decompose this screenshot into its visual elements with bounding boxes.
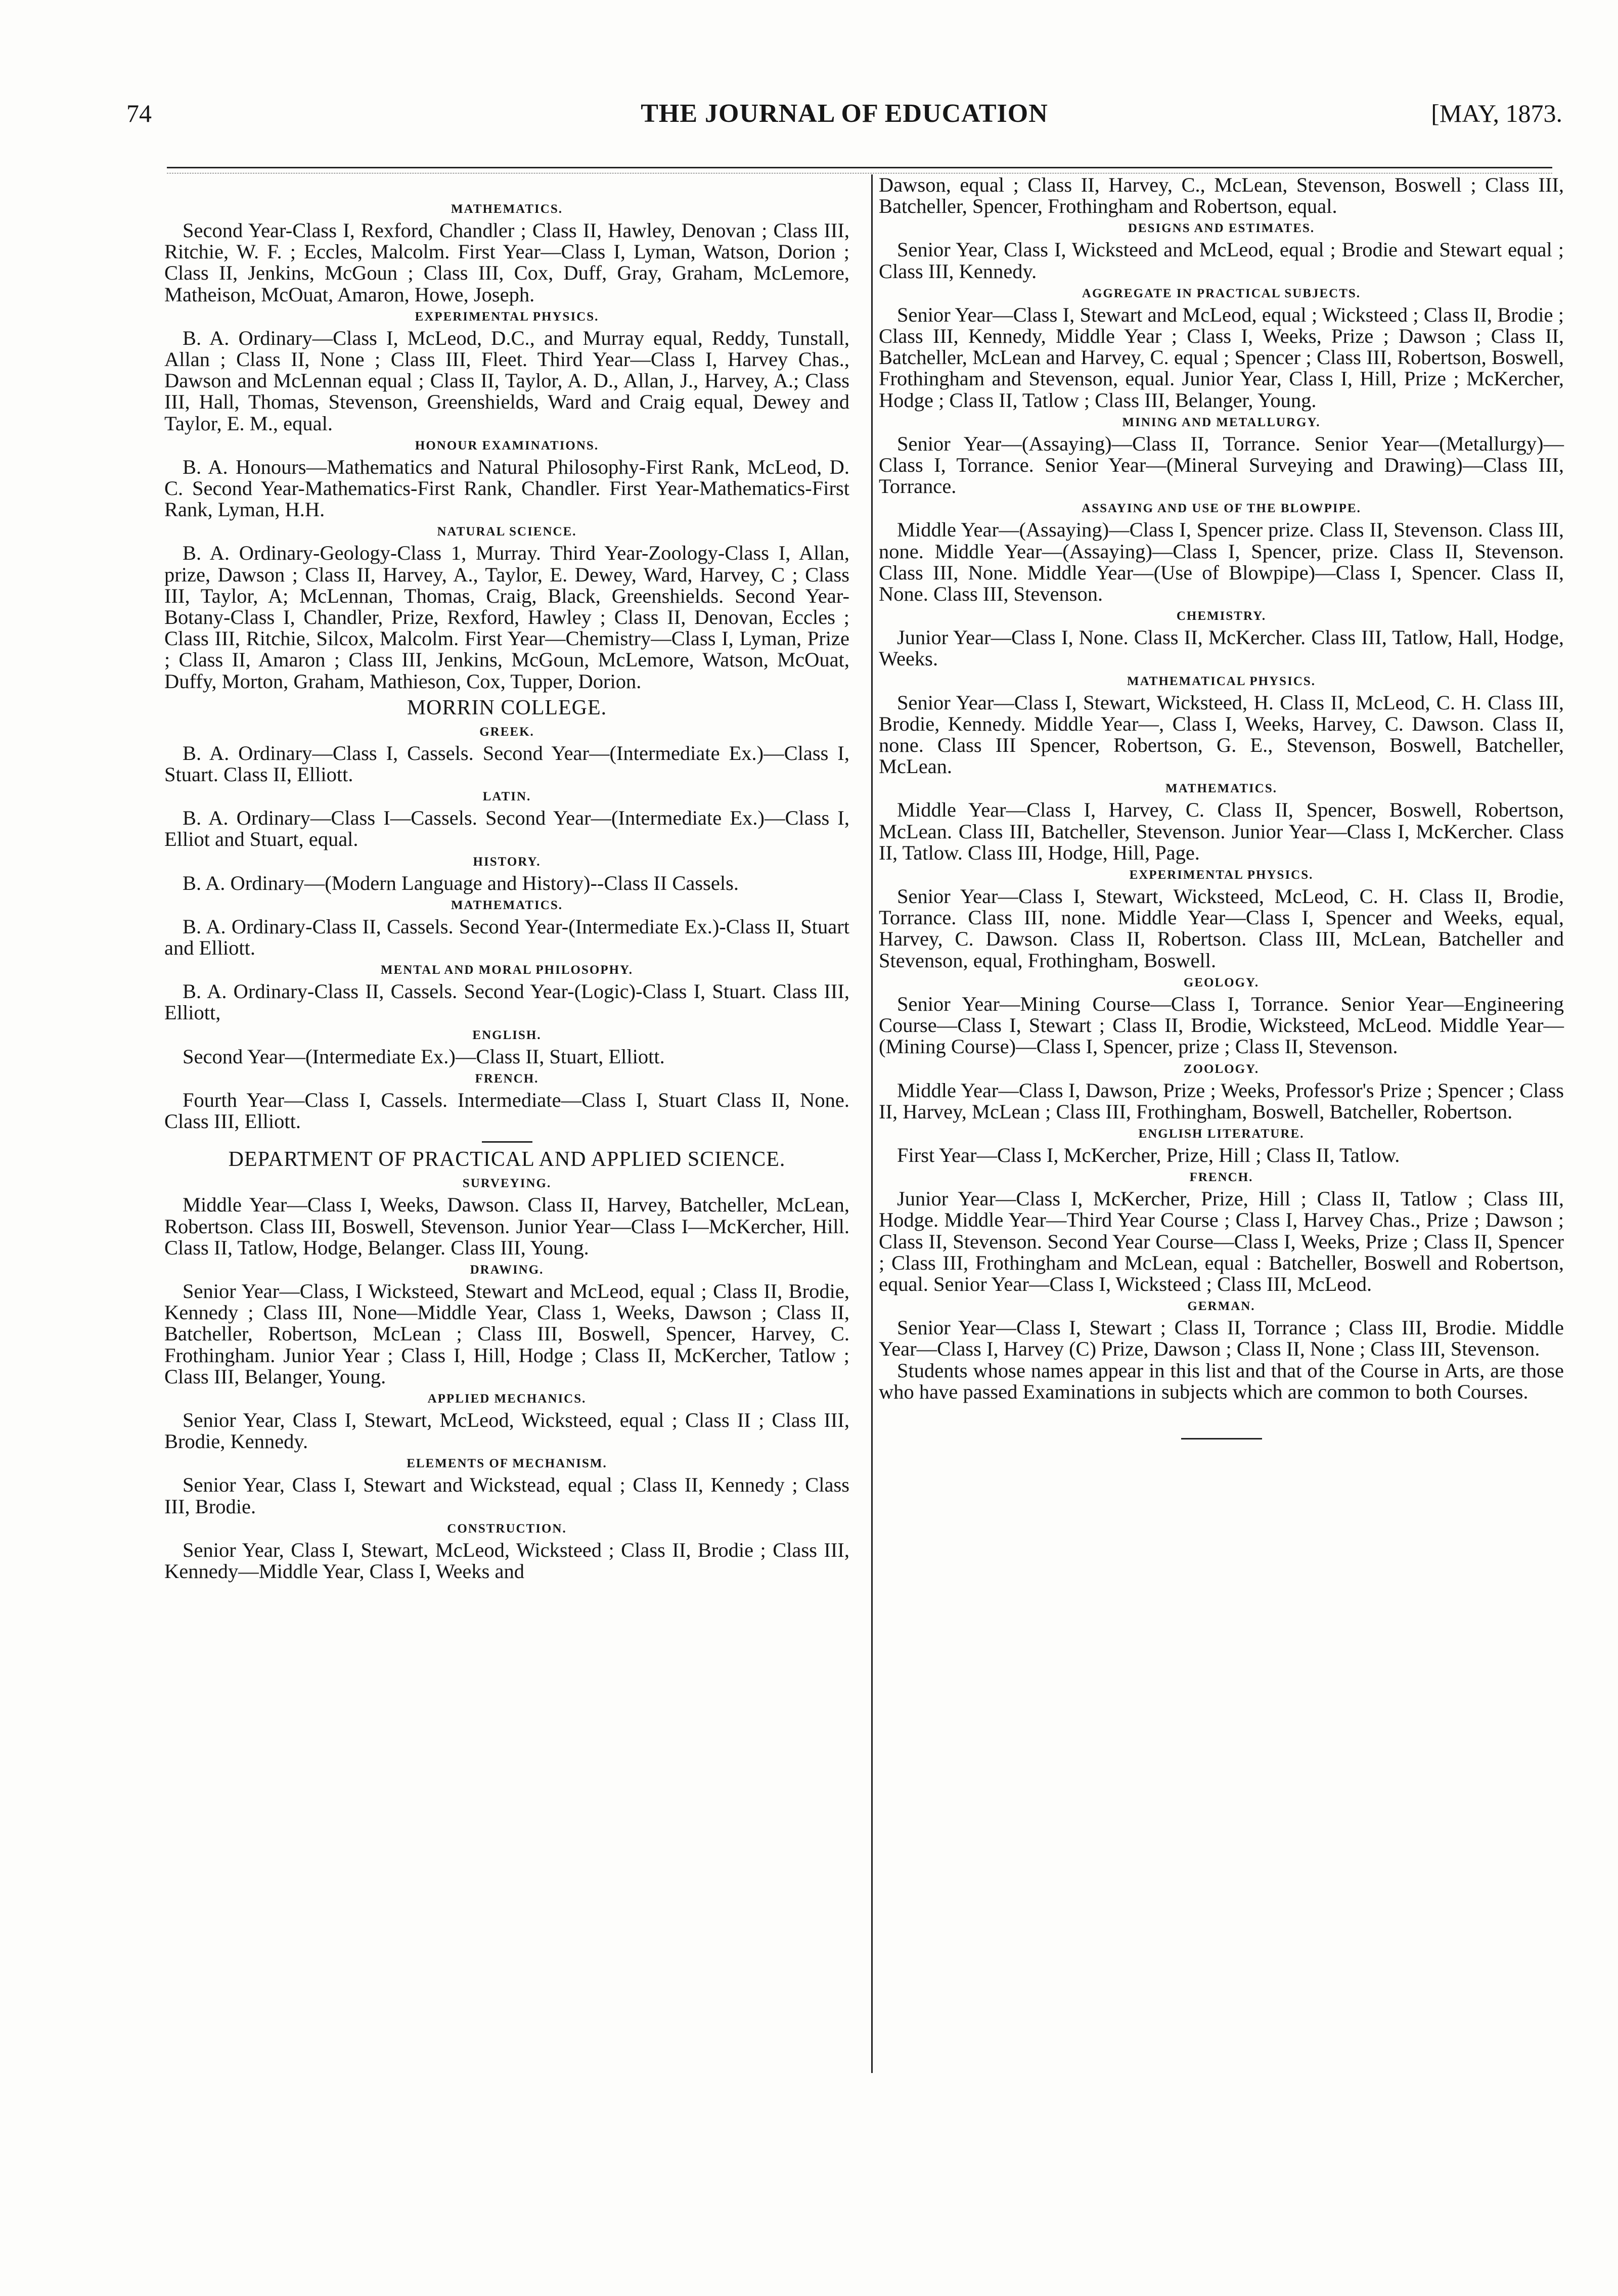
class-list-text: Junior Year—Class I, McKercher, Prize, Hill ; Class II, Tatlow ; Class III, Hodge. Middle Year—Third Year Course ; Class I, Harvey Chas., Prize ; Dawson ; Class II, Stevenson. Second Year Course—Class I, Weeks, Prize ; Class II, Spencer ; Class III, Frothingham and McLean, equal : Batcheller, Boswell and Robertson, equal. Senior Year—Class I, Wicksteed ; Class III, McLeod. bbox=[879, 1187, 1564, 1295]
subject-heading: EXPERIMENTAL PHYSICS. bbox=[415, 309, 599, 324]
class-list-text: Senior Year—Class I, Stewart and McLeod, equal ; Wicksteed ; Class II, Brodie ; Class III, Kennedy, Middle Year ; Class I, Weeks, Prize ; Dawson ; Class II, Batcheller, McLean and Harvey, C. equal ; Spencer ; Class III, Robertson, Boswell, Frothingham and Stevenson, equal. Junior Year, Class I, Hill, Prize ; McKercher, Hodge ; Class II, Tatlow ; Class III, Belanger, Young. bbox=[879, 303, 1564, 412]
subject-section bbox=[879, 1360, 1564, 1403]
subject-section bbox=[164, 788, 849, 850]
class-list-text: First Year—Class I, McKercher, Prize, Hill ; Class II, Tatlow. bbox=[897, 1143, 1400, 1166]
class-list-text: Senior Year—Class I, Stewart, Wicksteed, McLeod, C. H. Class II, Brodie, Torrance. Class III, none. Middle Year—Class I, Spencer and Weeks, equal, Harvey, C. Dawson. Class II, Robertson. Class III, McLean, Batcheller and Stevenson, equal, Frothingham, Boswell. bbox=[879, 885, 1564, 972]
header-rule bbox=[167, 167, 1552, 168]
class-list-text: Senior Year—Class I, Stewart ; Class II, Torrance ; Class III, Brodie. Middle Year—Class I, Harvey (C) Prize, Dawson ; Class II, None ; Class III, Stevenson. bbox=[879, 1316, 1564, 1361]
subject-heading: DRAWING. bbox=[470, 1263, 544, 1277]
class-list-text: Senior Year, Class I, Wicksteed and McLeod, equal ; Brodie and Stewart equal ; Class III, Kennedy. bbox=[879, 238, 1564, 283]
subject-section bbox=[164, 201, 849, 305]
class-list-text: Students whose names appear in this list and that of the Course in Arts, are those who have passed Examinations in subjects which are common to both Courses. bbox=[879, 1359, 1564, 1403]
subject-heading: FRENCH. bbox=[1189, 1170, 1253, 1185]
end-rule bbox=[1181, 1438, 1262, 1439]
subject-section bbox=[879, 285, 1564, 411]
subject-heading: DESIGNS AND ESTIMATES. bbox=[1128, 221, 1315, 236]
subject-heading: MINING AND METALLURGY. bbox=[1122, 415, 1321, 429]
subject-heading: CONSTRUCTION. bbox=[447, 1521, 567, 1536]
subject-heading: APPLIED MECHANICS. bbox=[427, 1391, 587, 1406]
class-list-text: Middle Year—(Assaying)—Class I, Spencer prize. Class II, Stevenson. Class III, none. Middle Year—(Assaying)—Class I, Spencer, prize. Class II, Stevenson. Class III, None. Middle Year—(Use of Blowpipe)—Class I, Spencer. Class II, None. Class III, Stevenson. bbox=[879, 518, 1564, 606]
subject-heading: CHEMISTRY. bbox=[1176, 609, 1267, 623]
subject-section bbox=[879, 1298, 1564, 1360]
right-column bbox=[879, 174, 1564, 1439]
class-list-text: Senior Year, Class I, Stewart, McLeod, Wicksteed, equal ; Class II ; Class III, Brodie, Kennedy. bbox=[164, 1408, 849, 1453]
class-list-text: Middle Year—Class I, Weeks, Dawson. Class II, Harvey, Batcheller, McLean, Robertson. Class III, Boswell, Stevenson. Junior Year—Class I—McKercher, Hill. Class II, Tatlow, Hodge, Belanger. Class III, Young. bbox=[164, 1193, 849, 1259]
class-list-text: Senior Year, Class I, Stewart, McLeod, Wicksteed ; Class II, Brodie ; Class III, Kennedy—Middle Year, Class I, Weeks and bbox=[164, 1538, 849, 1583]
subject-heading: LATIN. bbox=[482, 790, 531, 804]
subject-section bbox=[164, 724, 849, 785]
subject-heading: FRENCH. bbox=[475, 1071, 539, 1086]
subject-section bbox=[879, 974, 1564, 1058]
subject-section bbox=[879, 414, 1564, 498]
department-heading: DEPARTMENT OF PRACTICAL AND APPLIED SCIENCE. bbox=[228, 1148, 786, 1172]
class-list-text: Senior Year, Class I, Stewart and Wickstead, equal ; Class II, Kennedy ; Class III, Brodie. bbox=[164, 1473, 849, 1518]
class-list-text: B. A. Ordinary-Class II, Cassels. Second Year-(Logic)-Class I, Stuart. Class III, Elliott, bbox=[164, 980, 849, 1024]
class-list-text: Dawson, equal ; Class II, Harvey, C., McLean, Stevenson, Boswell ; Class III, Batcheller, Spencer, Frothingham and Robertson, equal. bbox=[879, 173, 1564, 218]
subject-section bbox=[879, 174, 1564, 217]
subject-heading: ENGLISH LITERATURE. bbox=[1138, 1127, 1305, 1141]
subject-heading: ELEMENTS OF MECHANISM. bbox=[407, 1457, 607, 1471]
subject-heading: ENGLISH. bbox=[472, 1028, 542, 1042]
class-list-text: Senior Year—Class, I Wicksteed, Stewart and McLeod, equal ; Class II, Brodie, Kennedy ; Class III, None—Middle Year, Class 1, Weeks, Dawson ; Class II, Batcheller, Robertson, McLean ; Class III, Boswell, Spencer, Harvey, C. Frothingham. Junior Year ; Class I, Hill, Hodge ; Class II, McKercher, Tatlow ; Class III, Belanger, Young. bbox=[164, 1279, 849, 1388]
subject-heading: HONOUR EXAMINATIONS. bbox=[415, 438, 599, 453]
subject-heading: EXPERIMENTAL PHYSICS. bbox=[1129, 868, 1314, 882]
class-list-text: Middle Year—Class I, Dawson, Prize ; Weeks, Professor's Prize ; Spencer ; Class II, Harvey, McLean ; Class III, Frothingham, Boswell, Batcheller, Robertson. bbox=[879, 1078, 1564, 1123]
subject-heading: HISTORY. bbox=[473, 854, 541, 869]
subject-section bbox=[879, 780, 1564, 864]
column-divider bbox=[871, 174, 873, 2073]
class-list-text: B. A. Ordinary—Class I, Cassels. Second Year—(Intermediate Ex.)—Class I, Stuart. Class II, Elliott. bbox=[164, 741, 849, 786]
subject-section bbox=[879, 1061, 1564, 1122]
subject-heading: GEOLOGY. bbox=[1183, 975, 1260, 989]
section-rule bbox=[482, 1141, 532, 1143]
subject-section bbox=[164, 523, 849, 692]
subject-heading: ZOOLOGY. bbox=[1183, 1062, 1260, 1076]
class-list-text: B. A. Ordinary—Class I—Cassels. Second Year—(Intermediate Ex.)—Class I, Elliot and Stuart, equal. bbox=[164, 806, 849, 851]
subject-section bbox=[164, 1070, 849, 1132]
subject-section bbox=[164, 853, 849, 894]
issue-date: [MAY, 1873. bbox=[1431, 99, 1562, 127]
subject-heading: GREEK. bbox=[479, 725, 534, 739]
subject-heading: MATHEMATICS. bbox=[451, 898, 563, 912]
class-list-text: Fourth Year—Class I, Cassels. Intermediate—Class I, Stuart Class II, None. Class III, Elliott. bbox=[164, 1088, 849, 1133]
subject-section bbox=[164, 1175, 849, 1258]
subject-heading: SURVEYING. bbox=[462, 1177, 552, 1191]
class-list-text: B. A. Ordinary-Geology-Class 1, Murray. Third Year-Zoology-Class I, Allan, prize, Dawson ; Class II, Harvey, A., Taylor, E. Dewey, Ward, Harvey, C ; Class III, Taylor, A; McLennan, Thomas, Craig, Black, Greenshields. Second Year-Botany-Class I, Chandler, Prize, Rexford, Hawley ; Class II, Denovan, Eccles ; Class III, Ritchie, Silcox, Malcolm. First Year—Chemistry—Class I, Lyman, Prize ; Class II, Amaron ; Class III, Jenkins, McGoun, McLemore, Watson, McOuat, Duffy, Morton, Graham, Mathieson, Cox, Tupper, Dorion. bbox=[164, 542, 849, 693]
subject-heading: GERMAN. bbox=[1187, 1299, 1255, 1314]
journal-title: THE JOURNAL OF EDUCATION bbox=[641, 99, 1048, 128]
class-list-text: Middle Year—Class I, Harvey, C. Class II, Spencer, Boswell, Robertson, McLean. Class III, Batcheller, Stevenson. Junior Year—Class I, McKercher. Class II, Tatlow. Class III, Hodge, Hill, Page. bbox=[879, 798, 1564, 864]
class-list-text: Second Year—(Intermediate Ex.)—Class II, Stuart, Elliott. bbox=[183, 1045, 665, 1068]
subject-heading: AGGREGATE IN PRACTICAL SUBJECTS. bbox=[1082, 286, 1361, 300]
subject-section bbox=[164, 1262, 849, 1387]
subject-section bbox=[164, 437, 849, 521]
subject-section bbox=[879, 608, 1564, 669]
subject-section bbox=[164, 308, 849, 434]
class-list-text: B. A. Ordinary—(Modern Language and History)--Class II Cassels. bbox=[183, 871, 739, 894]
class-list-text: B. A. Ordinary-Class II, Cassels. Second Year-(Intermediate Ex.)-Class II, Stuart and Elliott. bbox=[164, 915, 849, 960]
subject-heading: ASSAYING AND USE OF THE BLOWPIPE. bbox=[1082, 502, 1361, 516]
left-column bbox=[164, 174, 849, 1582]
subject-section bbox=[164, 962, 849, 1023]
class-list-text: Senior Year—Class I, Stewart, Wicksteed, H. Class II, McLeod, C. H. Class III, Brodie, Kennedy. Middle Year—, Class I, Weeks, Harvey, C. Dawson. Class II, none. Class III Spencer, Robertson, G. E., Stevenson, Boswell, Batcheller, McLean. bbox=[879, 691, 1564, 778]
subject-section bbox=[879, 867, 1564, 971]
subject-heading: MENTAL AND MORAL PHILOSOPHY. bbox=[380, 963, 634, 977]
subject-section bbox=[879, 1126, 1564, 1166]
class-list-text: Second Year-Class I, Rexford, Chandler ; Class II, Hawley, Denovan ; Class III, Ritchie, W. F. ; Eccles, Malcolm. First Year—Class I, Lyman, Watson, Dorion ; Class II, Jenkins, McGoun ; Class III, Cox, Duff, Gray, Graham, McLemore, Matheison, McOuat, Amaron, Howe, Joseph. bbox=[164, 219, 849, 306]
class-list-text: Senior Year—(Assaying)—Class II, Torrance. Senior Year—(Metallurgy)—Class I, Torrance. Senior Year—(Mineral Surveying and Drawing)—Class III, Torrance. bbox=[879, 432, 1564, 498]
subject-section bbox=[879, 1169, 1564, 1295]
subject-section bbox=[164, 1455, 849, 1517]
class-list-text: Junior Year—Class I, None. Class II, McKercher. Class III, Tatlow, Hall, Hodge, Weeks. bbox=[879, 626, 1564, 670]
subject-section bbox=[164, 1520, 849, 1582]
subject-heading: MATHEMATICS. bbox=[451, 202, 563, 216]
class-list-text: Senior Year—Mining Course—Class I, Torrance. Senior Year—Engineering Course—Class I, Stewart ; Class II, Brodie, Wicksteed, McLeod. Middle Year—(Mining Course)—Class I, Spencer, prize ; Class II, Stevenson. bbox=[879, 992, 1564, 1058]
subject-section bbox=[164, 1027, 849, 1067]
subject-section bbox=[879, 673, 1564, 778]
subject-section bbox=[879, 220, 1564, 282]
page-number: 74 bbox=[126, 99, 152, 127]
subject-section bbox=[164, 897, 849, 959]
subject-heading: MATHEMATICS. bbox=[1165, 782, 1277, 796]
subject-heading: MATHEMATICAL PHYSICS. bbox=[1127, 674, 1316, 688]
page-header bbox=[126, 99, 1562, 134]
class-list-text: B. A. Honours—Mathematics and Natural Philosophy-First Rank, McLeod, D. C. Second Year-Mathematics-First Rank, Chandler. First Year-Mathematics-First Rank, Lyman, H.H. bbox=[164, 455, 849, 521]
department-heading: MORRIN COLLEGE. bbox=[407, 696, 607, 719]
subject-section bbox=[164, 1390, 849, 1452]
subject-section bbox=[879, 500, 1564, 605]
subject-heading: NATURAL SCIENCE. bbox=[437, 525, 577, 539]
class-list-text: B. A. Ordinary—Class I, McLeod, D.C., and Murray equal, Reddy, Tunstall, Allan ; Class II, None ; Class III, Fleet. Third Year—Class I, Harvey Chas., Dawson and McLennan equal ; Class II, Taylor, A. D., Allan, J., Harvey, A.; Class III, Hall, Thomas, Stevenson, Greenshields, Ward and Craig equal, Dewey and Taylor, E. M., equal. bbox=[164, 326, 849, 435]
